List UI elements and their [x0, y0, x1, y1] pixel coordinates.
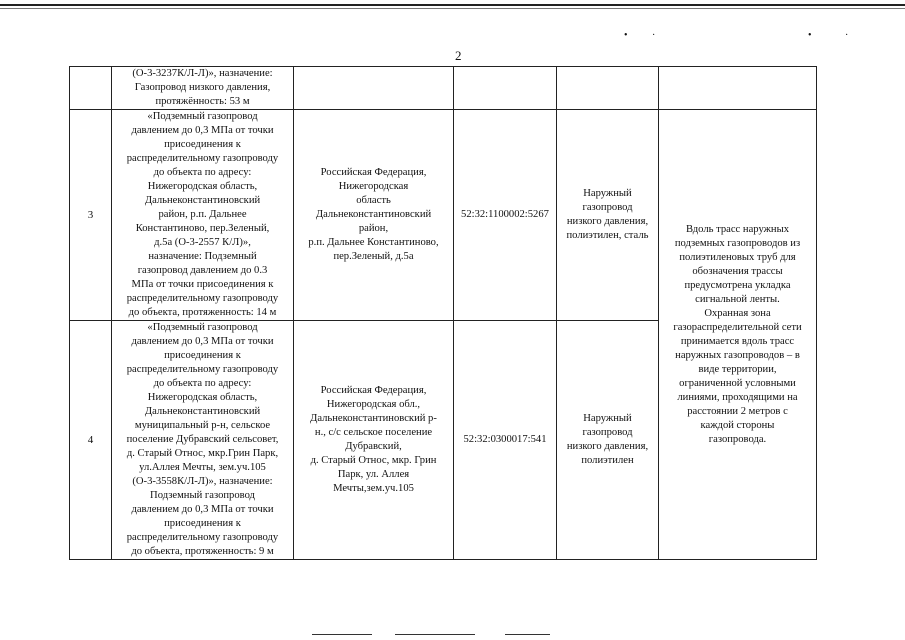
- text-line: до объекта, протяженность: 14 м: [128, 307, 277, 318]
- page-top-border-thin: [0, 8, 905, 9]
- object-address: [294, 321, 454, 560]
- text-line: наружных газопроводов – в: [675, 349, 800, 361]
- text-line: Подземный газопровод: [150, 490, 255, 501]
- text-line: д. Старый Относ, мкр. Грин: [310, 455, 437, 466]
- text-line: Дубравский,: [345, 441, 402, 452]
- text-line: Парк, ул. Аллея: [337, 469, 410, 480]
- text-line: распределительному газопроводу: [126, 153, 279, 164]
- table-row: [70, 110, 817, 321]
- scan-artifact-line: [395, 634, 475, 635]
- text-line: присоединения к: [164, 350, 241, 361]
- cadastral-number: 52:32:1100002:5267: [454, 110, 557, 321]
- text-line: Нижегородская область,: [147, 392, 258, 403]
- text-line: район, р.п. Дальнее: [158, 209, 247, 220]
- text-line: давлением до 0,3 МПа от точки: [131, 336, 274, 347]
- text-line: д.5а (О-3-2557 К/Л)»,: [154, 237, 251, 248]
- text-line: распределительному газопроводу: [126, 532, 279, 543]
- cadastral-number: 52:32:0300017:541: [454, 321, 557, 560]
- scan-artifact-line: [505, 634, 550, 635]
- text-line: (О-3-3558К/Л-Л)», назначение:: [132, 476, 273, 487]
- object-purpose: [557, 321, 659, 560]
- text-line: газопровод: [582, 427, 633, 438]
- text-line: распределительному газопроводу: [126, 364, 279, 375]
- text-line: газопровод: [582, 202, 633, 213]
- object-description: [112, 321, 294, 560]
- text-line: подземных газопроводов из: [674, 237, 801, 249]
- text-line: Российская Федерация,: [320, 167, 427, 178]
- text-line: н., с/с сельское поселение: [314, 427, 433, 438]
- object-address: [294, 110, 454, 321]
- text-line: «Подземный газопровод: [147, 111, 258, 122]
- text-line: Наружный: [583, 188, 632, 199]
- text-line: район,: [358, 223, 389, 234]
- row-number: 4: [70, 321, 112, 560]
- text-line: Мечты,зем.уч.105: [333, 483, 414, 494]
- scan-speck: •: [808, 30, 812, 41]
- text-line: р.п. Дальнее Константиново,: [308, 237, 439, 248]
- text-line: предусмотрена укладка: [684, 279, 791, 291]
- text-line: линиями, проходящими на: [677, 391, 798, 403]
- text-line: до объекта по адресу:: [153, 167, 252, 178]
- object-address: [294, 67, 454, 110]
- text-line: сигнальной ленты.: [695, 293, 780, 305]
- text-line: присоединения к: [164, 518, 241, 529]
- text-line: принимается вдоль трасс: [680, 335, 795, 347]
- text-line: ограниченной условными: [679, 377, 796, 389]
- text-line: поселение Дубравский сельсовет,: [126, 434, 279, 445]
- text-line: ул.Аллея Мечты, зем.уч.105: [139, 462, 266, 473]
- text-line: Дальнеконстантиновский р-: [310, 413, 437, 424]
- page-number: 2: [455, 48, 462, 63]
- text-line: полиэтилен: [581, 455, 634, 466]
- text-line: Российская Федерация,: [320, 385, 427, 396]
- scan-speck: ·: [652, 30, 656, 41]
- page-top-border: [0, 4, 905, 6]
- text-line: «Подземный газопровод: [147, 322, 258, 333]
- text-line: полиэтилен, сталь: [566, 230, 649, 241]
- text-line: Вдоль трасс наружных: [685, 223, 789, 235]
- text-line: муниципальный р-н, сельское: [134, 420, 271, 431]
- text-line: назначение: Подземный: [148, 251, 257, 262]
- text-line: МПа от точки присоединения к: [131, 279, 274, 290]
- object-description: [112, 110, 294, 321]
- text-line: давлением до 0,3 МПа от точки: [131, 504, 274, 515]
- text-line: Дальнеконстантиновский: [315, 209, 432, 220]
- text-line: Нижегородская: [338, 181, 409, 192]
- scan-speck: ·: [845, 30, 849, 41]
- text-line: Газопровод низкого давления,: [134, 82, 271, 93]
- text-line: газопровод давлением до 0.3: [137, 265, 268, 276]
- text-line: газораспределительной сети: [673, 321, 802, 333]
- object-purpose: [557, 67, 659, 110]
- text-line: протяжённость: 53 м: [155, 96, 250, 107]
- text-line: каждой стороны: [700, 419, 775, 431]
- text-line: Нижегородская обл.,: [326, 399, 421, 410]
- object-purpose: [557, 110, 659, 321]
- text-line: присоединения к: [164, 139, 241, 150]
- text-line: область: [356, 195, 391, 206]
- cadastral-number: [454, 67, 557, 110]
- text-line: Дальнеконстантиновский: [144, 406, 261, 417]
- text-line: до объекта, протяженность: 9 м: [131, 546, 274, 557]
- text-line: д. Старый Относ, мкр.Грин Парк,: [126, 448, 279, 459]
- text-line: низкого давления,: [566, 441, 649, 452]
- text-line: газопровода.: [708, 433, 767, 445]
- text-line: виде территории,: [698, 363, 777, 375]
- text-line: Константиново, пер.Зеленый,: [135, 223, 270, 234]
- table-row: [70, 67, 817, 110]
- text-line: до объекта по адресу:: [153, 378, 252, 389]
- text-line: давлением до 0,3 МПа от точки: [131, 125, 274, 136]
- text-line: Охранная зона: [704, 307, 771, 319]
- text-line: низкого давления,: [566, 216, 649, 227]
- text-line: обозначения трассы: [692, 265, 783, 277]
- text-line: (О-3-3237К/Л-Л)», назначение:: [132, 68, 273, 79]
- row-number: [70, 67, 112, 110]
- scan-artifact-line: [312, 634, 372, 635]
- text-line: распределительному газопроводу: [126, 293, 279, 304]
- text-line: пер.Зеленый, д.5а: [333, 251, 414, 262]
- text-line: Дальнеконстантиновский: [144, 195, 261, 206]
- text-line: Нижегородская область,: [147, 181, 258, 192]
- object-description: [112, 67, 294, 110]
- row-number: 3: [70, 110, 112, 321]
- text-line: Наружный: [583, 413, 632, 424]
- restriction-cell: [659, 67, 817, 110]
- text-line: расстоянии 2 метров с: [687, 405, 788, 417]
- objects-table: [69, 66, 817, 560]
- restriction-description: [659, 110, 817, 560]
- text-line: полиэтиленовых труб для: [679, 251, 796, 263]
- scan-speck: •: [624, 30, 628, 41]
